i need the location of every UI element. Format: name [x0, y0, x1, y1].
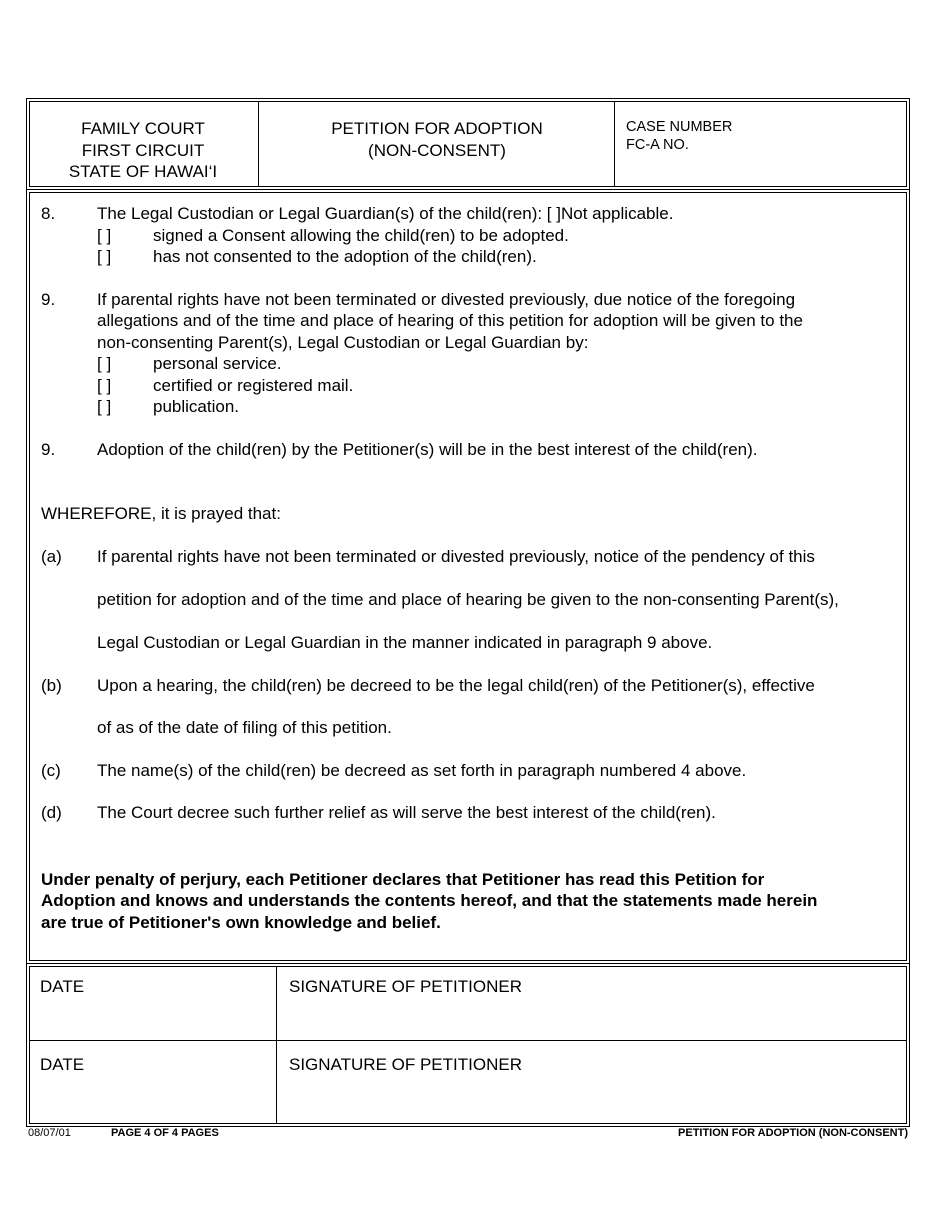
- checkbox[interactable]: [ ]: [97, 247, 112, 266]
- prayer-a-text: petition for adoption and of the time and place of hearing be given to the non-consenting Parent(s),: [97, 590, 839, 609]
- paragraph-number: 8.: [41, 204, 56, 223]
- option-label: has not consented to the adoption of the child(ren).: [153, 247, 537, 266]
- perjury-statement: Under penalty of perjury, each Petitioner declares that Petitioner has read this Petition for: [41, 870, 765, 889]
- prayer-label: (b): [41, 676, 62, 695]
- option-label: signed a Consent allowing the child(ren) to be adopted.: [153, 226, 569, 245]
- footer-page: PAGE 4 OF 4 PAGES: [111, 1127, 219, 1139]
- wherefore-heading: WHEREFORE, it is prayed that:: [41, 504, 281, 523]
- header-divider: [614, 101, 615, 187]
- prayer-a-text: Legal Custodian or Legal Guardian in the manner indicated in paragraph 9 above.: [97, 633, 713, 652]
- prayer-label: (d): [41, 803, 62, 822]
- footer-date: 08/07/01: [28, 1127, 71, 1139]
- signature-field-1[interactable]: SIGNATURE OF PETITIONER: [289, 977, 522, 996]
- header-divider: [258, 101, 259, 187]
- signature-row-divider: [29, 1040, 907, 1041]
- court-name: FAMILY COURT FIRST CIRCUIT STATE OF HAWAI‘I: [68, 119, 218, 181]
- checkbox[interactable]: [ ]: [97, 354, 112, 373]
- paragraph-number: 9.: [41, 290, 56, 309]
- checkbox[interactable]: [ ]: [97, 226, 112, 245]
- paragraph-9-text: non-consenting Parent(s), Legal Custodian or Legal Guardian by:: [97, 333, 589, 352]
- perjury-statement: are true of Petitioner's own knowledge and belief.: [41, 913, 441, 932]
- paragraph-9-best-interest: Adoption of the child(ren) by the Petitioner(s) will be in the best interest of the child(ren).: [97, 440, 758, 459]
- paragraph-8-text: The Legal Custodian or Legal Guardian(s) of the child(ren): [ ]Not applicable.: [97, 204, 674, 223]
- prayer-b-text: of as of the date of filing of this petition.: [97, 718, 392, 737]
- case-number-field[interactable]: CASE NUMBER FC-A NO.: [626, 119, 733, 153]
- perjury-statement: Adoption and knows and understands the contents hereof, and that the statements made herein: [41, 891, 818, 910]
- date-field-2[interactable]: DATE: [40, 1055, 85, 1074]
- checkbox[interactable]: [ ]: [97, 397, 112, 416]
- date-field-1[interactable]: DATE: [40, 977, 85, 996]
- paragraph-9-text: If parental rights have not been terminated or divested previously, due notice of the foregoing: [97, 290, 796, 309]
- paragraph-number: 9.: [41, 440, 56, 459]
- prayer-a-text: If parental rights have not been terminated or divested previously, notice of the pendency of this: [97, 547, 815, 566]
- paragraph-9-text: allegations and of the time and place of hearing of this petition for adoption will be given to the: [97, 311, 803, 330]
- checkbox[interactable]: [ ]: [97, 376, 112, 395]
- form-title: PETITION FOR ADOPTION (NON-CONSENT): [331, 119, 543, 160]
- option-label: certified or registered mail.: [153, 376, 354, 395]
- prayer-d-text: The Court decree such further relief as will serve the best interest of the child(ren).: [97, 803, 716, 822]
- signature-field-2[interactable]: SIGNATURE OF PETITIONER: [289, 1055, 522, 1074]
- option-label: publication.: [153, 397, 240, 416]
- signature-divider: [276, 966, 277, 1124]
- footer-form-name: PETITION FOR ADOPTION (NON-CONSENT): [678, 1127, 908, 1139]
- prayer-label: (a): [41, 547, 62, 566]
- prayer-b-text: Upon a hearing, the child(ren) be decreed to be the legal child(ren) of the Petitioner(s), effective: [97, 676, 815, 695]
- prayer-c-text: The name(s) of the child(ren) be decreed as set forth in paragraph numbered 4 above.: [97, 761, 747, 780]
- option-label: personal service.: [153, 354, 282, 373]
- prayer-label: (c): [41, 761, 61, 780]
